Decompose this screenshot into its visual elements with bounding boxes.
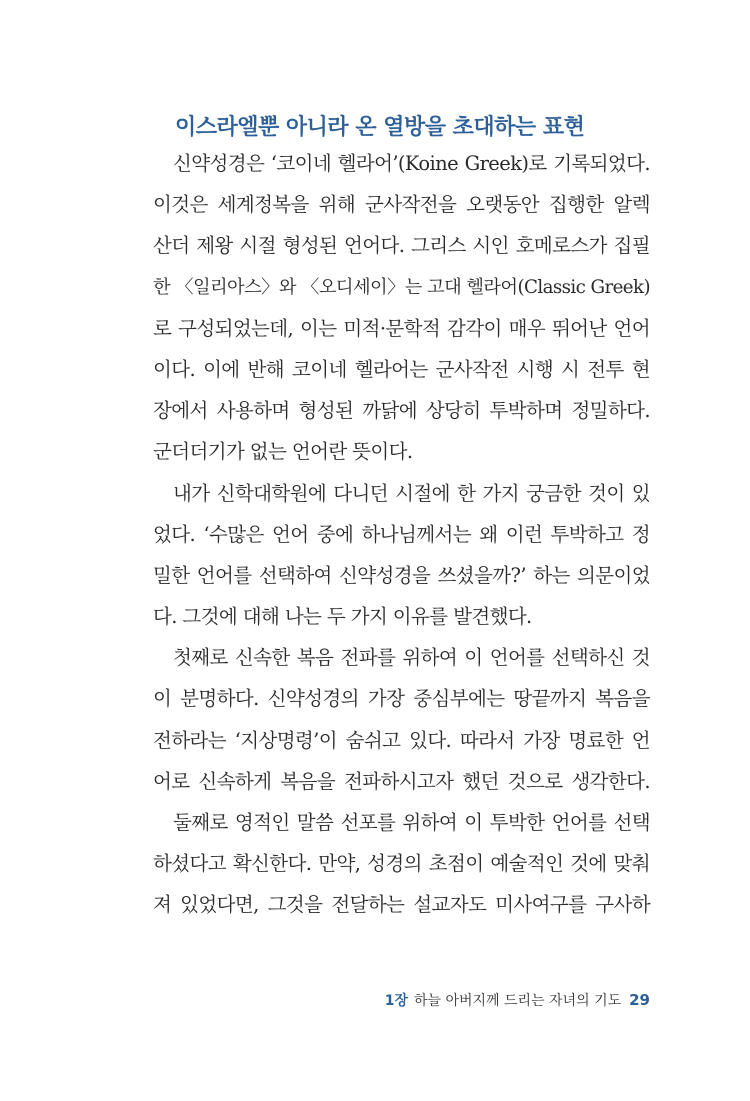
- section-heading: 이스라엘뿐 아니라 온 열방을 초대하는 표현: [175, 115, 585, 140]
- paragraph-1-line-3: 산더 제왕 시절 형성된 언어다. 그리스 시인 호메로스가 집필: [153, 234, 650, 258]
- paragraph-1-line-6: 이다. 이에 반해 코이네 헬라어는 군사작전 시행 시 전투 현: [153, 357, 650, 381]
- paragraph-1-line-5: 로 구성되었는데, 이는 미적·문학적 감각이 매우 뛰어난 언어: [153, 316, 650, 340]
- paragraph-2-line-4: 다. 그것에 대해 나는 두 가지 이유를 발견했다.: [153, 605, 532, 629]
- paragraph-2-line-3: 밀한 언어를 선택하여 신약성경을 쓰셨을까?’ 하는 의문이었: [153, 563, 650, 587]
- paragraph-2-line-1: 내가 신학대학원에 다니던 시절에 한 가지 궁금한 것이 있: [173, 481, 650, 505]
- chapter-title: 하늘 아버지께 드리는 자녀의 기도: [413, 993, 622, 1009]
- paragraph-4-line-2: 하셨다고 확신한다. 만약, 성경의 초점이 예술적인 것에 맞춰: [153, 852, 650, 876]
- chapter-number: 1장: [384, 993, 408, 1009]
- body-text: [153, 143, 650, 926]
- paragraph-1-line-1: 신약성경은 ‘코이네 헬라어’(Koine Greek)로 기록되었다.: [173, 152, 650, 175]
- paragraph-1-line-7: 장에서 사용하며 형성된 까닭에 상당히 투박하며 정밀하다.: [153, 399, 650, 423]
- paragraph-3-line-4: 어로 신속하게 복음을 전파하시고자 했던 것으로 생각한다.: [153, 769, 650, 793]
- paragraph-4-line-3: 져 있었다면, 그것을 전달하는 설교자도 미사여구를 구사하: [153, 893, 650, 917]
- paragraph-3-line-3: 전하라는 ‘지상명령’이 숨쉬고 있다. 따라서 가장 명료한 언: [153, 728, 650, 752]
- page-number: 29: [629, 991, 650, 1009]
- page-footer: [385, 990, 650, 1010]
- paragraph-1-line-2: 이것은 세계정복을 위해 군사작전을 오랫동안 집행한 알렉: [153, 193, 650, 217]
- paragraph-3-line-1: 첫째로 신속한 복음 전파를 위하여 이 언어를 선택하신 것: [173, 646, 650, 670]
- paragraph-4-line-1: 둘째로 영적인 말씀 선포를 위하여 이 투박한 언어를 선택: [173, 811, 650, 834]
- paragraph-1-line-4: 한 〈일리아스〉와 〈오디세이〉는 고대 헬라어(Classic Greek): [153, 276, 650, 298]
- paragraph-2-line-2: 었다. ‘수많은 언어 중에 하나님께서는 왜 이런 투박하고 정: [153, 522, 650, 546]
- paragraph-3-line-2: 이 분명하다. 신약성경의 가장 중심부에는 땅끝까지 복음을: [153, 687, 650, 711]
- paragraph-1-line-8: 군더더기가 없는 언어란 뜻이다.: [153, 440, 413, 464]
